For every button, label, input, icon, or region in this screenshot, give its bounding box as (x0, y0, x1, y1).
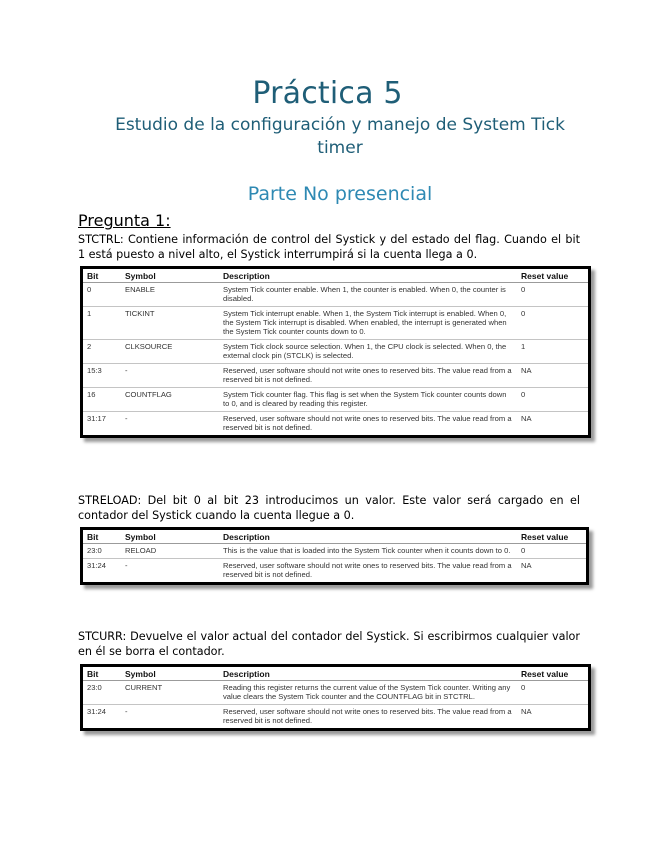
cell-reset-value: 0 (521, 683, 526, 692)
cell-bit: 1 (83, 307, 121, 340)
cell-reset-value: 0 (517, 388, 588, 412)
cell-bit: 31:24 (83, 705, 121, 729)
header-bit: Bit (83, 530, 121, 544)
header-symbol: Symbol (121, 269, 219, 283)
cell-bit: 0 (87, 285, 92, 294)
cell-bit: 2 (83, 340, 121, 364)
cell-symbol: RELOAD (125, 546, 157, 555)
table-row (83, 705, 588, 729)
header-symbol: Symbol (121, 667, 219, 681)
header-bit: Bit (83, 667, 121, 681)
cell-reset-value: 0 (521, 285, 526, 294)
cell-symbol: TICKINT (121, 307, 219, 340)
header-reset-value: Reset value (517, 269, 588, 283)
cell-symbol: - (121, 559, 219, 583)
table-row (83, 388, 588, 412)
cell-bit: 31:24 (83, 559, 121, 583)
cell-description: Reserved, user software should not write ones to reserved bits. The value read from a reserved bit is not defined. (219, 412, 517, 436)
cell-symbol: - (121, 412, 219, 436)
cell-bit: 16 (83, 388, 121, 412)
document-subtitle: Estudio de la configuración y manejo de System Tick timer (115, 115, 565, 158)
cell-description: Reserved, user software should not write ones to reserved bits. The value read from a reserved bit is not defined. (219, 364, 517, 388)
cell-reset-value: 0 (517, 307, 588, 340)
document-title: Práctica 5 (252, 76, 403, 111)
table-row (83, 283, 588, 307)
cell-description: Reading this register returns the current value of the System Tick counter. Writing any value clears the System Tick counter and the COUNTFLAG bit in STCTRL. (223, 683, 511, 701)
cell-symbol: - (121, 705, 219, 729)
cell-reset-value: NA (517, 705, 588, 729)
header-description: Description (219, 667, 517, 681)
table-row (83, 364, 588, 388)
header-description: Description (219, 530, 517, 544)
cell-description: System Tick interrupt enable. When 1, the System Tick interrupt is enabled. When 0, the System Tick interrupt is disabled. When enabled, the interrupt is generated when the System Tick counter counts down to 0. (219, 307, 517, 340)
cell-reset-value: 0 (521, 546, 526, 555)
table-row (83, 307, 588, 340)
table-row (83, 559, 586, 583)
table-row (83, 340, 588, 364)
table-row (83, 681, 588, 705)
cell-description: System Tick counter enable. When 1, the counter is enabled. When 0, the counter is disabled. (223, 285, 506, 303)
table-row (83, 412, 588, 436)
streload-paragraph: STRELOAD: Del bit 0 al bit 23 introducimos un valor. Este valor será cargado en el contador del Systick cuando la cuenta llegue a 0. (78, 494, 580, 522)
stcurr-paragraph: STCURR: Devuelve el valor actual del contador del Systick. Si escribirmos cualquier valor en él se borra el contador. (78, 630, 580, 658)
cell-bit: 15:3 (83, 364, 121, 388)
cell-reset-value: 1 (517, 340, 588, 364)
header-description: Description (219, 269, 517, 283)
cell-reset-value: NA (517, 364, 588, 388)
cell-description: Reserved, user software should not write ones to reserved bits. The value read from a reserved bit is not defined. (219, 559, 517, 583)
cell-description: Reserved, user software should not write ones to reserved bits. The value read from a reserved bit is not defined. (219, 705, 517, 729)
cell-reset-value: NA (517, 412, 588, 436)
cell-description: System Tick counter flag. This flag is set when the System Tick counter counts down to 0, and is cleared by reading this register. (219, 388, 517, 412)
stctrl-paragraph: STCTRL: Contiene información de control del Systick y del estado del flag. Cuando el bit 1 está puesto a nivel alto, el Systick interrumpirá si la cuenta llega a 0. (78, 233, 580, 261)
header-reset-value: Reset value (517, 667, 588, 681)
header-symbol: Symbol (121, 530, 219, 544)
cell-symbol: CLKSOURCE (121, 340, 219, 364)
header-reset-value: Reset value (517, 530, 586, 544)
cell-description: System Tick clock source selection. When 1, the CPU clock is selected. When 0, the external clock pin (STCLK) is selected. (219, 340, 517, 364)
cell-symbol: COUNTFLAG (121, 388, 219, 412)
cell-bit: 31:17 (83, 412, 121, 436)
section-heading: Parte No presencial (247, 183, 433, 205)
cell-bit: 23:0 (87, 546, 102, 555)
streload-table (80, 527, 589, 585)
cell-description: This is the value that is loaded into the System Tick counter when it counts down to 0. (223, 546, 511, 555)
stcurr-table (80, 664, 591, 731)
cell-symbol: CURRENT (125, 683, 163, 692)
header-bit: Bit (83, 269, 121, 283)
question-heading: Pregunta 1: (78, 211, 171, 230)
cell-symbol: - (121, 364, 219, 388)
cell-symbol: ENABLE (125, 285, 155, 294)
table-row (83, 544, 586, 559)
stctrl-table (80, 266, 591, 438)
cell-reset-value: NA (517, 559, 586, 583)
cell-bit: 23:0 (87, 683, 102, 692)
